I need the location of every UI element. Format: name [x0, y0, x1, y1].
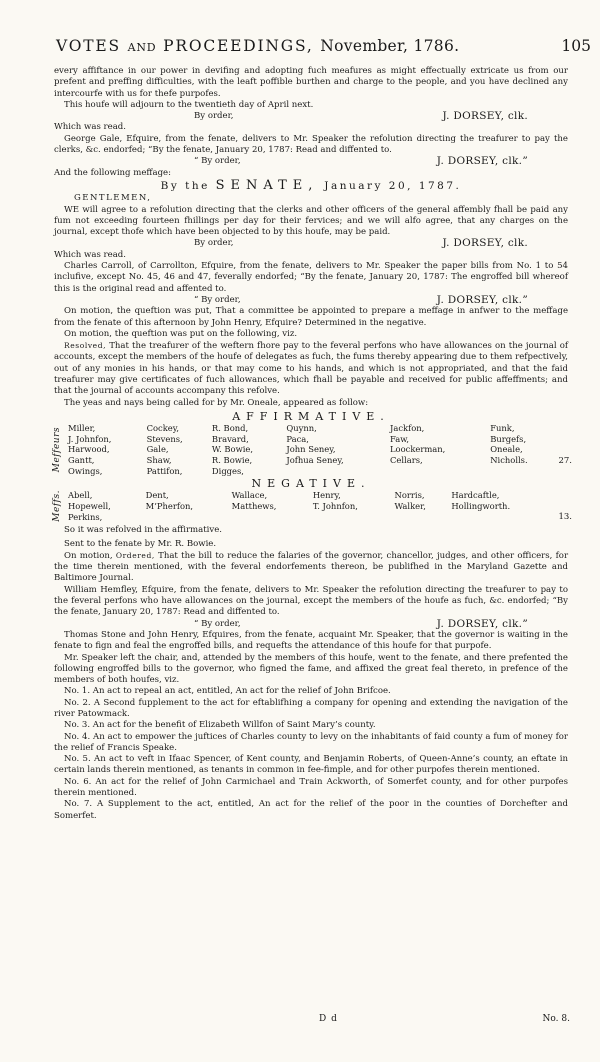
page-number: 105: [561, 37, 591, 55]
affirmative-member-name: Gale,: [146, 444, 169, 455]
negative-member-name: Hardcaftle,: [451, 490, 500, 501]
resolution-text: That the treafurer of the weftern fhore pay to the feveral perfons who have allowances on the journal of accounts, except the members of the houfe of delegates as fuch, the fums thereby appearing due to them refpectively, out of any monies in his hands, or that may come to his hands, and which is not appropriated, and that the faid treafurer may give certificates of fuch allowances, which fhall be payable and received for public affeffments; and that the journal of accounts accompany this refolve.: [54, 341, 569, 397]
bill-item: No. 5. An act to veft in Ifaac Spencer, of Kent county, and Benjamin Roberts, of Queen-Anne’s county, an eftate in certain lands therein mentioned, as tenants in common in fee-fimple, and for other purpofes therein mentioned.: [54, 754, 568, 776]
senate-heading: [54, 177, 568, 193]
signature-line: [54, 238, 568, 249]
negative-member-name: Walker,: [394, 501, 426, 512]
bill-item: No. 7. A Supplement to the act, entitled, An act for the relief of the poor in the counties of Dorchefter and Somerfet.: [54, 799, 568, 821]
vote-record: [52, 409, 572, 537]
negative-heading: NEGATIVE.: [251, 477, 371, 491]
paragraph: Which was read.: [54, 122, 126, 133]
affirmative-member-name: Oneale,: [490, 444, 523, 455]
paragraph: The yeas and nays being called for by Mr. Oneale, appeared as follow:: [64, 397, 369, 408]
signature-clerk: J. DORSEY, clk.”: [436, 293, 528, 306]
paragraph: On motion, the queftion was put, That a committee be appointed to prepare a meffage in anfwer to the meffage from the fenate of this afternoon by John Henry, Efquire? Determined in the negative.: [54, 306, 568, 328]
affirmative-member-name: Shaw,: [146, 454, 172, 465]
paragraph: Which was read.: [54, 249, 126, 260]
negative-member-name: Wallace,: [231, 490, 268, 501]
affirmative-table: [68, 423, 558, 476]
signature-clerk: J. DORSEY, clk.: [442, 110, 528, 123]
negative-member-name: Dent,: [145, 490, 169, 501]
signature-line: [54, 156, 568, 167]
page-body: [52, 66, 572, 822]
paragraph: On motion, the queftion was put on the following, viz.: [64, 328, 298, 339]
affirmative-member-name: John Seney,: [286, 444, 336, 455]
bill-item: No. 4. An act to empower the juftices of Charles county to levy on the inhabitants of faid county a fum of money for the relief of Francis Speake.: [54, 731, 568, 753]
signature-by-order: “ By order,: [194, 156, 241, 167]
bill-item: No. 2. A Second fupplement to the act for eftablifhing a company for opening and extending the navigation of the river Patowmack.: [54, 697, 568, 719]
negative-member-name: Perkins,: [68, 511, 103, 522]
signature-clerk: J. DORSEY, clk.”: [436, 155, 528, 168]
header-title-proceedings: PROCEEDINGS,: [163, 37, 314, 55]
affirmative-member-name: Paca,: [286, 433, 309, 444]
affirmative-member-name: Cellars,: [389, 454, 423, 465]
vote-result: So it was refolved in the affirmative.: [64, 525, 223, 536]
signature-clerk: J. DORSEY, clk.”: [436, 617, 528, 630]
salutation: GENTLEMEN,: [74, 193, 152, 204]
ordered-text: That the bill to reduce the falaries of the governor, chancellor, judges, and other officers, for the time therein mentioned, with the feveral endorfements thereon, be publifhed in the Maryland Gazette and Baltimore Journal.: [54, 550, 569, 584]
bill-item: No. 6. An act for the relief of John Carmichael and Train Ackworth, of Somerfet county, and for other purpofes therein mentioned.: [54, 776, 568, 799]
ordered-word: Ordered,: [115, 550, 155, 560]
paragraph: And the following meffage:: [54, 167, 171, 178]
paragraph: This houfe will adjourn to the twentieth day of April next.: [64, 99, 314, 110]
paragraph: William Hemfley, Efquire, from the fenate, delivers to Mr. Speaker the refolution directing the treafurer to pay to the feveral perfons who have allowances on the journal, except the members of the houfe as fuch, &c. endorfed; “By the fenate, January 20, 1787: Read and diffented to.: [54, 584, 568, 618]
paragraph: George Gale, Efquire, from the fenate, delivers to Mr. Speaker the refolution directing the treafurer to pay the clerks, &c. endorfed; “By the fenate, January 20, 1787: Read and diffented to.: [54, 133, 568, 156]
bills-list: [54, 686, 568, 822]
signature-by-order: “ By order,: [194, 618, 241, 629]
negative-label: Meffs.: [52, 490, 62, 523]
affirmative-member-name: Loockerman,: [389, 444, 446, 455]
affirmative-row: [68, 444, 558, 455]
negative-row: [68, 512, 558, 523]
negative-table: [68, 490, 558, 522]
affirmative-member-name: Stevens,: [146, 433, 183, 444]
affirmative-label: Meffeurs: [52, 427, 62, 473]
header-title-and: AND: [127, 41, 157, 54]
negative-count: 13.: [558, 512, 572, 523]
affirmative-row: [68, 423, 558, 434]
affirmative-block: [52, 423, 572, 476]
affirmative-member-name: [390, 466, 490, 477]
affirmative-member-name: W. Bowie,: [211, 444, 254, 455]
affirmative-row: [68, 455, 558, 466]
negative-member-name: Matthews,: [231, 501, 277, 512]
negative-member-name: [451, 512, 558, 523]
paragraph: Thomas Stone and John Henry, Efquires, from the fenate, acquaint Mr. Speaker, that the governor is waiting in the fenate to fign and feal the engroffed bills, and requefts the attendance of this houfe for that purpofe.: [54, 629, 568, 652]
negative-row: [68, 501, 558, 512]
negative-member-name: M’Pherfon,: [145, 501, 194, 512]
running-header: [56, 37, 591, 63]
senate-heading-date: January 20, 1787.: [324, 179, 462, 192]
paragraph: Sent to the fenate by Mr. R. Bowie.: [64, 538, 217, 549]
negative-member-name: Henry,: [312, 490, 341, 501]
signature-mark: D d: [319, 1014, 338, 1024]
message-text: WE will agree to a refolution directing that the clerks and other officers of the general affembly fhall be paid any fum not exceeding fourteen fhillings per day for their fervices; and we will alfo agree, that any charges on the journal, except thofe which have been objected to by this houfe, may be paid.: [54, 204, 568, 238]
senate-heading-senate: SENATE,: [215, 177, 319, 193]
affirmative-member-name: R. Bond,: [211, 423, 249, 434]
affirmative-member-name: Cockey,: [146, 423, 180, 434]
header-date: November, 1786.: [320, 37, 460, 55]
negative-member-name: Hollingworth.: [451, 501, 511, 512]
signature-line: [54, 295, 568, 306]
negative-member-name: [232, 512, 313, 523]
affirmative-member-name: Digges,: [211, 465, 244, 476]
negative-member-name: Hopewell,: [68, 501, 111, 512]
affirmative-member-name: Burgefs,: [490, 433, 527, 444]
catchword: No. 8.: [542, 1014, 570, 1024]
affirmative-member-name: R. Bowie,: [211, 454, 253, 465]
header-title: [56, 37, 459, 55]
affirmative-member-name: J. Johnfon,: [68, 433, 112, 444]
header-title-votes: VOTES: [56, 37, 121, 55]
affirmative-member-name: Harwood,: [68, 444, 110, 455]
negative-member-name: Abell,: [68, 490, 93, 501]
negative-block: [52, 490, 572, 523]
affirmative-member-name: Bravard,: [211, 433, 249, 444]
affirmative-count: 27.: [558, 456, 572, 467]
signature-by-order: By order,: [194, 111, 234, 122]
bill-item: No. 3. An act for the benefit of Elizabeth Willfon of Saint Mary’s county.: [64, 720, 376, 731]
signature-line: [54, 619, 568, 630]
affirmative-heading: AFFIRMATIVE.: [232, 409, 390, 423]
bill-item: No. 1. An act to repeal an act, entitled, An act for the relief of John Brifcoe.: [64, 686, 391, 697]
affirmative-member-name: [490, 466, 558, 477]
negative-member-name: Norris,: [394, 490, 425, 501]
affirmative-row: [68, 434, 558, 445]
affirmative-member-name: Quynn,: [286, 423, 317, 434]
paragraph: Charles Carroll, of Carrollton, Efquire, from the fenate, delivers to Mr. Speaker the paper bills from No. 1 to 54 inclufive, except No. 45, 46 and 47, feverally endorfed; “By the fenate, January 20, 1787: The engroffed bill whereof this is the original read and affented to.: [54, 261, 568, 294]
affirmative-member-name: Gantt,: [68, 454, 95, 465]
affirmative-member-name: [286, 466, 390, 477]
affirmative-member-name: Faw,: [389, 433, 410, 444]
paragraph: Mr. Speaker left the chair, and, attended by the members of this houfe, went to the fenate, and there prefented the following engroffed bills to the governor, who figned the fame, and affixed the great feal thereto, in prefence of the members of both houfes, viz.: [54, 652, 568, 686]
signature-line: [54, 111, 568, 122]
negative-row: [68, 490, 558, 501]
negative-member-name: [146, 512, 232, 523]
affirmative-member-name: Pattifon,: [146, 465, 183, 476]
senate-heading-by-the: By the: [160, 179, 210, 192]
signature-by-order: By order,: [194, 238, 234, 249]
negative-member-name: [313, 512, 395, 523]
affirmative-row: [68, 466, 558, 477]
negative-member-name: T. Johnfon,: [312, 501, 358, 512]
affirmative-member-name: Owings,: [68, 465, 103, 476]
ordered-pre: On motion,: [64, 550, 113, 561]
affirmative-member-name: Miller,: [68, 423, 96, 434]
ordered-paragraph: [54, 550, 568, 585]
resolution-paragraph: [54, 340, 568, 397]
signature-by-order: “ By order,: [194, 294, 241, 305]
page-footer: [54, 1014, 570, 1028]
affirmative-member-name: Funk,: [490, 423, 515, 434]
negative-member-name: [395, 512, 452, 523]
paragraph: every affiftance in our power in devifing and adopting fuch meafures as might effectually extricate us from our prefent and preffing difficulties, with the leaft poffible burthen and charge to the people, and you have declined any intercourfe with us for thefe purpofes.: [54, 66, 568, 99]
resolved-word: Resolved,: [64, 341, 107, 351]
signature-clerk: J. DORSEY, clk.: [442, 237, 528, 250]
affirmative-member-name: Jackfon,: [389, 423, 425, 434]
affirmative-member-name: Nicholls.: [490, 454, 528, 465]
affirmative-member-name: Jofhua Seney,: [286, 454, 344, 465]
